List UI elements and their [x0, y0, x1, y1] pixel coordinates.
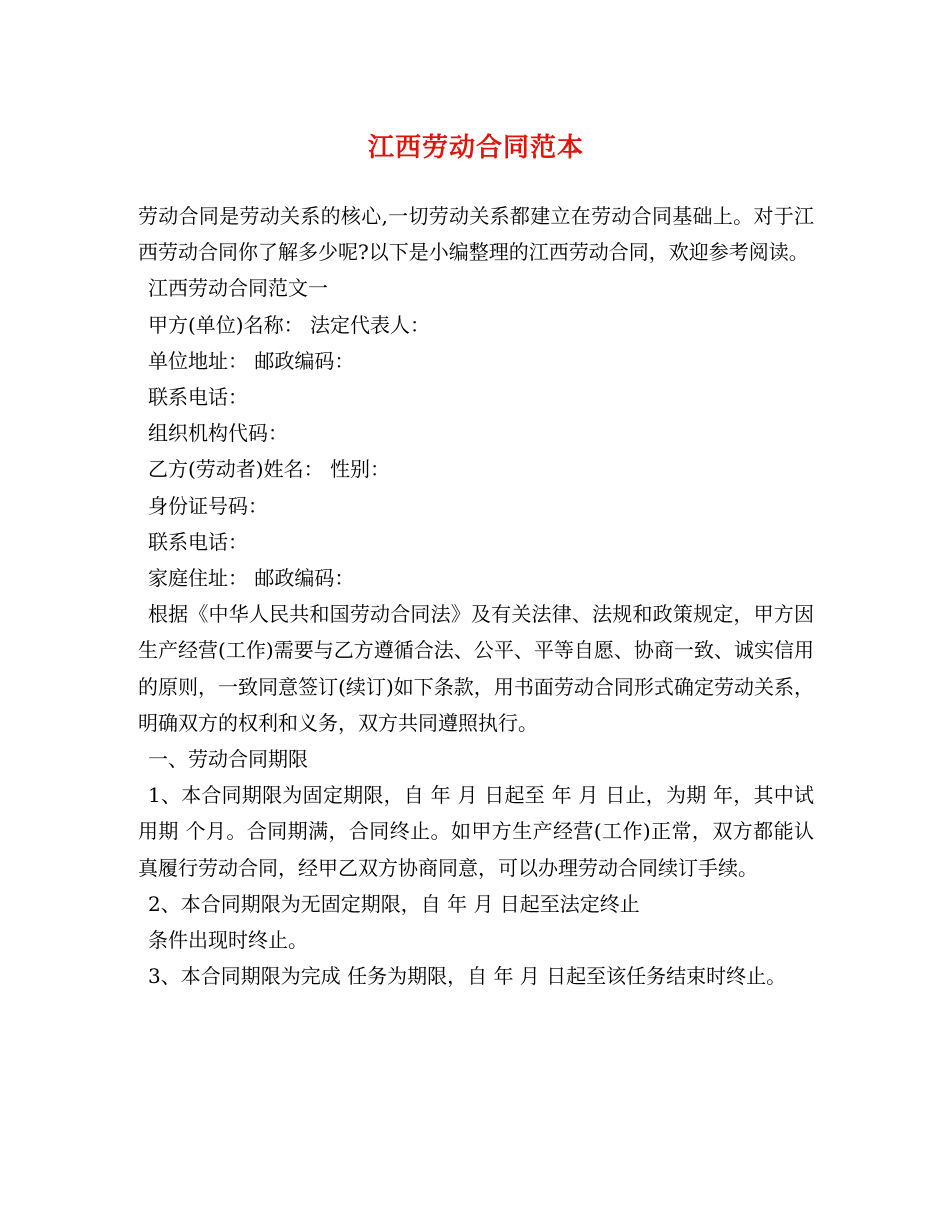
party-b-phone-line: 联系电话：	[148, 529, 248, 554]
intro-paragraph: 劳动合同是劳动关系的核心,一切劳动关系都建立在劳动合同基础上。对于江西劳动合同你了解多少呢?以下是小编整理的江西劳动合同，欢迎参考阅读。	[138, 204, 814, 265]
party-a-phone-line: 联系电话：	[148, 385, 248, 410]
party-b-address-line: 家庭住址： 邮政编码：	[148, 566, 355, 591]
party-b-id-line: 身份证号码：	[148, 493, 268, 518]
clause-open-term-continued: 条件出现时终止。	[148, 928, 308, 953]
party-a-org-code-line: 组织机构代码：	[148, 421, 288, 446]
clause-fixed-term: 1、本合同期限为固定期限，自 年 月 日起至 年 月 日止，为期 年，其中试用期 个月。合同期满，合同终止。如甲方生产经营(工作)正常，双方都能认真履行劳动合同，经甲乙双方协商同意，可以办理劳动合同续订手续。	[138, 783, 814, 880]
clause-task-term: 3、本合同期限为完成 任务为期限，自 年 月 日起至该任务结束时终止。	[148, 964, 787, 989]
clause-open-term: 2、本合同期限为无固定期限，自 年 月 日起至法定终止	[148, 891, 640, 916]
party-b-name-line: 乙方(劳动者)姓名： 性别：	[148, 457, 390, 482]
party-a-address-line: 单位地址： 邮政编码：	[148, 348, 355, 373]
section-heading-sample-one: 江西劳动合同范文一	[148, 276, 328, 301]
party-a-name-line: 甲方(单位)名称： 法定代表人：	[148, 312, 430, 337]
document-body	[138, 198, 814, 994]
section-heading-contract-term: 一、劳动合同期限	[148, 747, 308, 772]
legal-basis-paragraph: 根据《中华人民共和国劳动合同法》及有关法律、法规和政策规定，甲方因生产经营(工作)需要与乙方遵循合法、公平、平等自愿、协商一致、诚实信用的原则，一致同意签订(续订)如下条款，用书面劳动合同形式确定劳动关系，明确双方的权利和义务，双方共同遵照执行。	[138, 602, 814, 735]
document-title: 江西劳动合同范本	[367, 133, 584, 163]
